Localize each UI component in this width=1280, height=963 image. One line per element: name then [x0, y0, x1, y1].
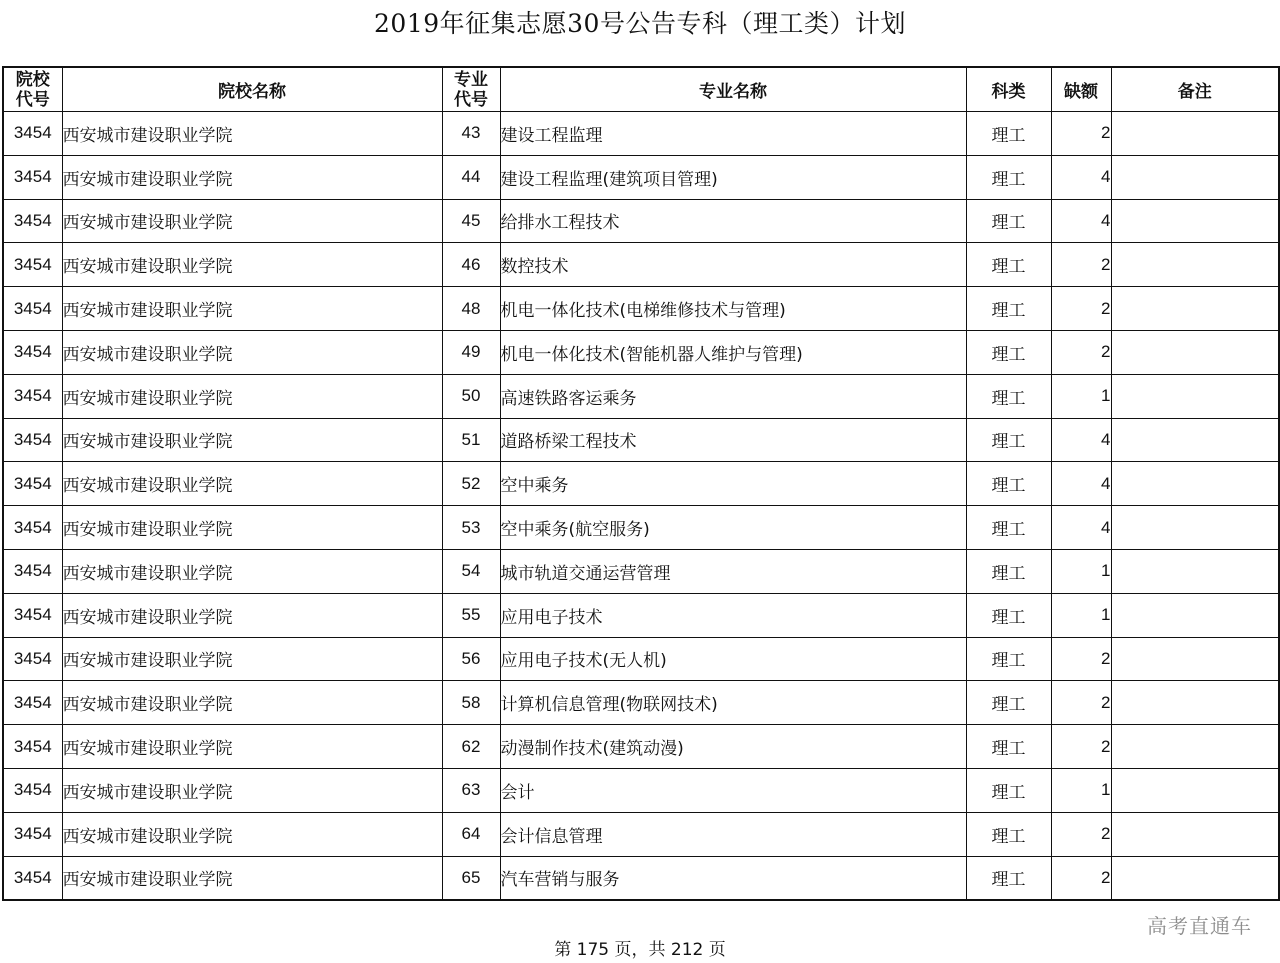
cell-major-name: 计算机信息管理(物联网技术) [500, 681, 966, 725]
cell-major-name: 汽车营销与服务 [500, 856, 966, 900]
cell-major-code: 62 [442, 725, 500, 769]
cell-school-name: 西安城市建设职业学院 [62, 768, 442, 812]
cell-remark [1111, 637, 1279, 681]
table-row [3, 549, 1279, 593]
cell-school-name: 西安城市建设职业学院 [62, 418, 442, 462]
cell-remark [1111, 856, 1279, 900]
header-school-code [3, 67, 62, 112]
cell-category: 理工 [966, 637, 1051, 681]
table-row [3, 725, 1279, 769]
cell-vacancy: 2 [1051, 112, 1111, 156]
cell-remark [1111, 768, 1279, 812]
cell-school-name: 西安城市建设职业学院 [62, 112, 442, 156]
cell-school-code: 3454 [3, 768, 62, 812]
cell-school-code: 3454 [3, 725, 62, 769]
cell-vacancy: 2 [1051, 725, 1111, 769]
cell-remark [1111, 506, 1279, 550]
table-row [3, 637, 1279, 681]
cell-major-code: 65 [442, 856, 500, 900]
cell-school-code: 3454 [3, 462, 62, 506]
header-school-code-line2: 代号 [15, 89, 50, 110]
cell-major-code: 58 [442, 681, 500, 725]
cell-school-name: 西安城市建设职业学院 [62, 155, 442, 199]
cell-major-name: 建设工程监理 [500, 112, 966, 156]
cell-school-name: 西安城市建设职业学院 [62, 330, 442, 374]
cell-category: 理工 [966, 155, 1051, 199]
cell-major-name: 机电一体化技术(智能机器人维护与管理) [500, 330, 966, 374]
cell-school-name: 西安城市建设职业学院 [62, 637, 442, 681]
cell-remark [1111, 681, 1279, 725]
cell-category: 理工 [966, 374, 1051, 418]
cell-category: 理工 [966, 725, 1051, 769]
cell-major-code: 50 [442, 374, 500, 418]
cell-vacancy: 1 [1051, 593, 1111, 637]
cell-major-name: 高速铁路客运乘务 [500, 374, 966, 418]
cell-school-name: 西安城市建设职业学院 [62, 681, 442, 725]
cell-remark [1111, 243, 1279, 287]
cell-school-code: 3454 [3, 374, 62, 418]
cell-school-name: 西安城市建设职业学院 [62, 199, 442, 243]
cell-category: 理工 [966, 768, 1051, 812]
header-major-code-line2: 代号 [454, 89, 488, 110]
cell-major-code: 53 [442, 506, 500, 550]
cell-major-code: 54 [442, 549, 500, 593]
cell-school-name: 西安城市建设职业学院 [62, 725, 442, 769]
header-major-name: 专业名称 [500, 67, 966, 112]
cell-vacancy: 1 [1051, 374, 1111, 418]
table-row [3, 330, 1279, 374]
header-vacancy: 缺额 [1051, 67, 1111, 112]
table-row [3, 506, 1279, 550]
cell-major-name: 给排水工程技术 [500, 199, 966, 243]
cell-vacancy: 1 [1051, 549, 1111, 593]
cell-school-name: 西安城市建设职业学院 [62, 856, 442, 900]
cell-school-code: 3454 [3, 287, 62, 331]
cell-category: 理工 [966, 681, 1051, 725]
cell-vacancy: 2 [1051, 637, 1111, 681]
cell-school-code: 3454 [3, 681, 62, 725]
cell-major-name: 动漫制作技术(建筑动漫) [500, 725, 966, 769]
cell-remark [1111, 725, 1279, 769]
cell-remark [1111, 155, 1279, 199]
cell-remark [1111, 549, 1279, 593]
cell-major-name: 建设工程监理(建筑项目管理) [500, 155, 966, 199]
cell-major-name: 应用电子技术 [500, 593, 966, 637]
cell-category: 理工 [966, 593, 1051, 637]
cell-vacancy: 4 [1051, 418, 1111, 462]
cell-school-code: 3454 [3, 593, 62, 637]
cell-major-code: 45 [442, 199, 500, 243]
cell-category: 理工 [966, 112, 1051, 156]
cell-category: 理工 [966, 812, 1051, 856]
page-title: 2019年征集志愿30号公告专科（理工类）计划 [374, 9, 906, 38]
cell-major-code: 43 [442, 112, 500, 156]
cell-school-name: 西安城市建设职业学院 [62, 287, 442, 331]
cell-category: 理工 [966, 549, 1051, 593]
header-category: 科类 [966, 67, 1051, 112]
cell-school-name: 西安城市建设职业学院 [62, 549, 442, 593]
cell-school-code: 3454 [3, 506, 62, 550]
cell-major-code: 64 [442, 812, 500, 856]
header-major-code [442, 67, 500, 112]
cell-major-code: 44 [442, 155, 500, 199]
cell-remark [1111, 199, 1279, 243]
cell-vacancy: 2 [1051, 812, 1111, 856]
cell-major-name: 空中乘务 [500, 462, 966, 506]
cell-remark [1111, 462, 1279, 506]
header-major-code-line1: 专业 [454, 69, 488, 90]
cell-vacancy: 2 [1051, 856, 1111, 900]
cell-vacancy: 2 [1051, 330, 1111, 374]
cell-major-code: 56 [442, 637, 500, 681]
cell-vacancy: 4 [1051, 199, 1111, 243]
cell-remark [1111, 287, 1279, 331]
cell-remark [1111, 374, 1279, 418]
cell-major-code: 52 [442, 462, 500, 506]
cell-major-name: 会计信息管理 [500, 812, 966, 856]
cell-school-code: 3454 [3, 418, 62, 462]
table-row [3, 768, 1279, 812]
cell-remark [1111, 812, 1279, 856]
cell-major-name: 会计 [500, 768, 966, 812]
table-body [3, 112, 1279, 901]
table-row [3, 856, 1279, 900]
table-row [3, 243, 1279, 287]
table-row [3, 155, 1279, 199]
cell-category: 理工 [966, 287, 1051, 331]
table-row [3, 681, 1279, 725]
cell-school-code: 3454 [3, 199, 62, 243]
cell-vacancy: 2 [1051, 287, 1111, 331]
cell-vacancy: 2 [1051, 681, 1111, 725]
cell-school-code: 3454 [3, 243, 62, 287]
cell-remark [1111, 593, 1279, 637]
cell-category: 理工 [966, 330, 1051, 374]
cell-school-name: 西安城市建设职业学院 [62, 374, 442, 418]
table-row [3, 462, 1279, 506]
cell-school-code: 3454 [3, 112, 62, 156]
cell-vacancy: 4 [1051, 506, 1111, 550]
cell-major-name: 机电一体化技术(电梯维修技术与管理) [500, 287, 966, 331]
table-row [3, 593, 1279, 637]
cell-school-name: 西安城市建设职业学院 [62, 593, 442, 637]
cell-major-code: 49 [442, 330, 500, 374]
cell-school-name: 西安城市建设职业学院 [62, 462, 442, 506]
header-school-code-line1: 院校 [15, 69, 50, 90]
cell-school-name: 西安城市建设职业学院 [62, 812, 442, 856]
cell-school-name: 西安城市建设职业学院 [62, 506, 442, 550]
cell-school-code: 3454 [3, 637, 62, 681]
cell-major-name: 数控技术 [500, 243, 966, 287]
cell-school-code: 3454 [3, 856, 62, 900]
cell-remark [1111, 330, 1279, 374]
cell-vacancy: 4 [1051, 155, 1111, 199]
cell-major-name: 空中乘务(航空服务) [500, 506, 966, 550]
cell-major-name: 应用电子技术(无人机) [500, 637, 966, 681]
table-row [3, 812, 1279, 856]
page-footer: 第 175 页，共 212 页 [554, 940, 726, 960]
cell-vacancy: 1 [1051, 768, 1111, 812]
table-header-row [3, 67, 1279, 112]
cell-school-code: 3454 [3, 812, 62, 856]
header-remark: 备注 [1111, 67, 1279, 112]
cell-major-code: 46 [442, 243, 500, 287]
table-row [3, 418, 1279, 462]
cell-category: 理工 [966, 418, 1051, 462]
cell-category: 理工 [966, 856, 1051, 900]
cell-major-name: 城市轨道交通运营管理 [500, 549, 966, 593]
watermark-text: 高考直通车 [1147, 914, 1252, 938]
cell-remark [1111, 112, 1279, 156]
cell-category: 理工 [966, 243, 1051, 287]
cell-major-code: 63 [442, 768, 500, 812]
cell-major-name: 道路桥梁工程技术 [500, 418, 966, 462]
cell-remark [1111, 418, 1279, 462]
table-row [3, 374, 1279, 418]
cell-vacancy: 2 [1051, 243, 1111, 287]
cell-category: 理工 [966, 506, 1051, 550]
enrollment-plan-table [2, 66, 1280, 901]
cell-major-code: 48 [442, 287, 500, 331]
cell-category: 理工 [966, 462, 1051, 506]
header-school-name: 院校名称 [62, 67, 442, 112]
cell-vacancy: 4 [1051, 462, 1111, 506]
cell-major-code: 55 [442, 593, 500, 637]
cell-category: 理工 [966, 199, 1051, 243]
cell-school-code: 3454 [3, 155, 62, 199]
cell-school-name: 西安城市建设职业学院 [62, 243, 442, 287]
table-row [3, 287, 1279, 331]
table-row [3, 112, 1279, 156]
cell-school-code: 3454 [3, 330, 62, 374]
cell-school-code: 3454 [3, 549, 62, 593]
table-row [3, 199, 1279, 243]
cell-major-code: 51 [442, 418, 500, 462]
